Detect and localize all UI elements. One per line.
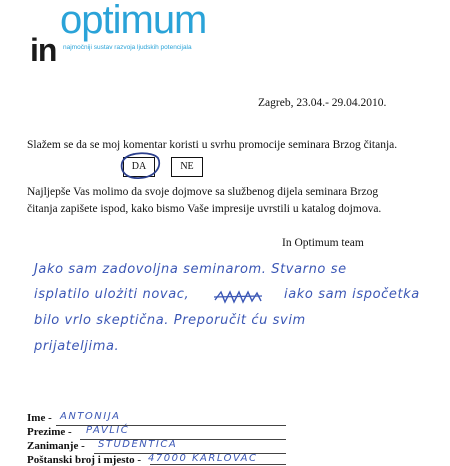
consent-no-label: NE <box>180 161 194 172</box>
comment-line-4: prijateljima. <box>34 339 120 354</box>
surname-field[interactable]: PAVLIĆ <box>86 425 130 436</box>
comment-line-2a: isplatilo ulożiti novac, <box>34 287 190 302</box>
place-and-date: Zagreb, 23.04.- 29.04.2010. <box>258 97 387 109</box>
crossed-out-word-scribble <box>213 289 263 305</box>
comment-line-2b: iako sam ispočetka <box>284 287 420 302</box>
feedback-request-text <box>27 184 427 218</box>
occupation-field[interactable]: STUDENTICA <box>98 439 178 450</box>
postal-label: Poštanski broj i mjesto - <box>27 454 142 466</box>
logo-optimum-word: optimum <box>60 0 207 42</box>
consent-statement: Slažem se da se moj komentar koristi u svrhu promocije seminara Brzog čitanja. <box>27 139 398 151</box>
consent-yes-checkbox[interactable] <box>123 157 155 177</box>
surname-label: Prezime - <box>27 426 72 438</box>
consent-no-checkbox[interactable] <box>171 157 203 177</box>
comment-line-1: Jako sam zadovoljna seminarom. Stvarno se <box>34 262 347 277</box>
postal-field[interactable]: 47000 KARLOVAC <box>148 453 258 464</box>
consent-yes-label: DA <box>131 161 147 172</box>
team-signature: In Optimum team <box>282 237 364 249</box>
name-field[interactable]: ANTONIJA <box>60 411 121 422</box>
request-line-2: čitanja zapišete ispod, kako bismo Vaše impresije uvrstili u katalog dojmova. <box>27 203 382 215</box>
comment-line-3: bilo vrlo skeptična. Preporučit ću svim <box>34 313 306 328</box>
in-optimum-logo <box>30 2 270 72</box>
occupation-label: Zanimanje - <box>27 440 85 452</box>
name-label: Ime - <box>27 412 52 424</box>
request-line-1: Najljepše Vas molimo da svoje dojmove sa službenog dijela seminara Brzog <box>27 186 379 198</box>
logo-tagline: najmočniji sustav razvoja ljudskih potencijala <box>63 44 192 51</box>
logo-in-word: in <box>30 32 57 68</box>
